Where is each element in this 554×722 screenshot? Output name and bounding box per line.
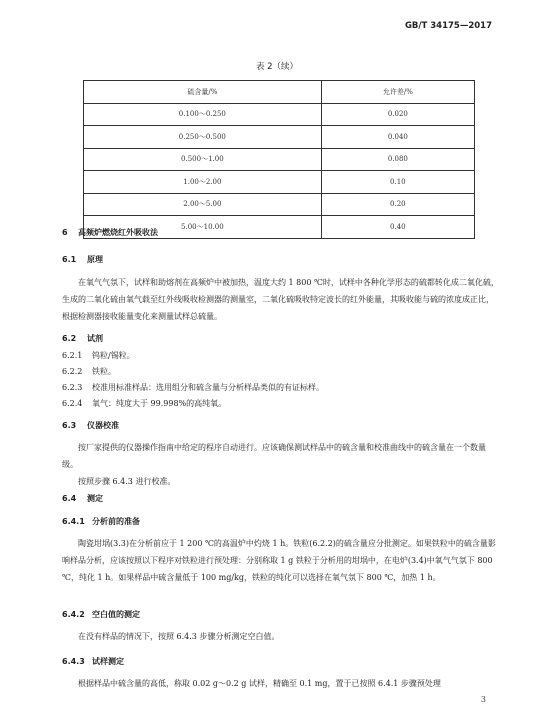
paragraph-text: 按厂家提供的仪器操作指南中给定的程序自动进行。应该确保测试样品中的硫含量和校准曲线中的硫含量在一个数量级。 [62, 443, 486, 469]
section-title: 仪器校准 [87, 421, 119, 430]
table-cell: 0.500～1.00 [84, 148, 322, 171]
table-cell: 0.100～0.250 [84, 103, 322, 126]
table-cell: 2.00～5.00 [84, 193, 322, 216]
section-title: 测定 [87, 494, 103, 503]
table-cell: 0.040 [321, 126, 474, 149]
section-heading-6-2 [62, 333, 103, 344]
reagent-item [62, 350, 135, 361]
table-cell: 1.00～2.00 [84, 171, 322, 194]
item-text: 铁粒。 [92, 367, 116, 376]
table-row [84, 103, 475, 126]
item-number: 6.2.3 [62, 383, 83, 392]
section-number: 6.1 [62, 255, 77, 264]
paragraph-text: 在没有样品的情况下，按照 6.4.3 步骤分析测定空白值。 [78, 632, 280, 641]
paragraph-text: 在氧气气氛下，试样和助熔剂在高频炉中被加热，温度大约 1 800 ℃时，试样中各种化学形态的硫都转化成二氧化硫，生成的二氧化硫由氧气载至红外线吸收检测器的测量室，二氧化硫吸收特定波长的红外能量，其吸收能与硫的浓度成正比，根据检测器接收能量变化来测量试样总硫量。 [62, 278, 499, 321]
preparation-paragraph [62, 535, 500, 586]
section-number: 6.4.3 [62, 657, 85, 666]
principle-paragraph [62, 274, 500, 325]
standard-code: GB/T 34175—2017 [404, 21, 492, 31]
column-header-sulfur-content: 硫含量/% [84, 81, 322, 104]
section-number: 6.2 [62, 334, 77, 343]
item-text: 校准用标准样品：选用组分和硫含量与分析样品类似的有证标样。 [92, 383, 324, 392]
table-row [84, 171, 475, 194]
item-number: 6.2.2 [62, 367, 83, 376]
table-row [84, 193, 475, 216]
table-row [84, 148, 475, 171]
section-heading-6-1 [62, 254, 103, 265]
section-heading-6-4 [62, 493, 103, 504]
section-title: 试样测定 [92, 657, 124, 666]
section-number: 6.3 [62, 421, 77, 430]
paragraph-text: 根据样品中硫含量的高低，称取 0.02 g～0.2 g 试样，精确至 0.1 mg，置于已按照 6.4.1 步骤预处理 [78, 679, 441, 688]
table-cell: 0.40 [321, 216, 474, 239]
section-title: 高频炉燃烧红外吸收法 [78, 228, 158, 237]
table-row [84, 126, 475, 149]
page-number: 3 [480, 695, 486, 704]
item-text: 氧气：纯度大于 99.998%的高纯氧。 [92, 399, 227, 408]
section-heading-6 [62, 227, 158, 238]
item-number: 6.2.4 [62, 399, 83, 408]
section-number: 6 [62, 228, 68, 237]
sample-measurement-paragraph [62, 675, 500, 692]
paragraph-text: 陶瓷坩埚(3.3)在分析前应于 1 200 ℃的高温炉中灼烧 1 h。铁粒(6.2.2)的硫含量应分批测定。如果铁粒中的硫含量影响样品分析，应该按照以下程序对铁粒进行预处理：分别称取 1 g 铁粒于分析用的坩埚中，在电炉(3.4)中氧气气氛下 800 ℃，纯化 1 h。如果样品中硫含量低于 100 mg/kg，铁粒的纯化可以选择在氧气氛下 800 ℃，加热 1 h。 [62, 539, 496, 582]
section-heading-6-4-2 [62, 609, 140, 620]
paragraph-text: 按照步骤 6.4.3 进行校准。 [78, 477, 176, 486]
reagent-item [62, 366, 116, 377]
table-cell: 0.10 [321, 171, 474, 194]
section-title: 原理 [87, 255, 103, 264]
tolerance-table [83, 80, 475, 239]
reagent-item [62, 398, 226, 409]
table-title: 表 2（续） [255, 62, 299, 72]
calibration-paragraph [62, 439, 500, 490]
item-text: 钨粒/锡粒。 [92, 351, 135, 360]
section-title: 分析前的准备 [92, 517, 140, 526]
table-cell: 0.20 [321, 193, 474, 216]
section-title: 试剂 [87, 334, 103, 343]
section-heading-6-4-3 [62, 656, 124, 667]
section-title: 空白值的测定 [92, 610, 140, 619]
table-cell: 0.080 [321, 148, 474, 171]
table-cell: 0.020 [321, 103, 474, 126]
section-heading-6-4-1 [62, 516, 140, 527]
blank-value-paragraph [62, 628, 500, 645]
section-number: 6.4.1 [62, 517, 85, 526]
section-number: 6.4 [62, 494, 77, 503]
section-heading-6-3 [62, 420, 119, 431]
reagent-item [62, 382, 324, 393]
section-number: 6.4.2 [62, 610, 85, 619]
item-number: 6.2.1 [62, 351, 83, 360]
table-header-row [84, 81, 475, 104]
table-cell: 5.00～10.00 [84, 216, 322, 239]
table-cell: 0.250～0.500 [84, 126, 322, 149]
column-header-tolerance: 允许差/% [321, 81, 474, 104]
